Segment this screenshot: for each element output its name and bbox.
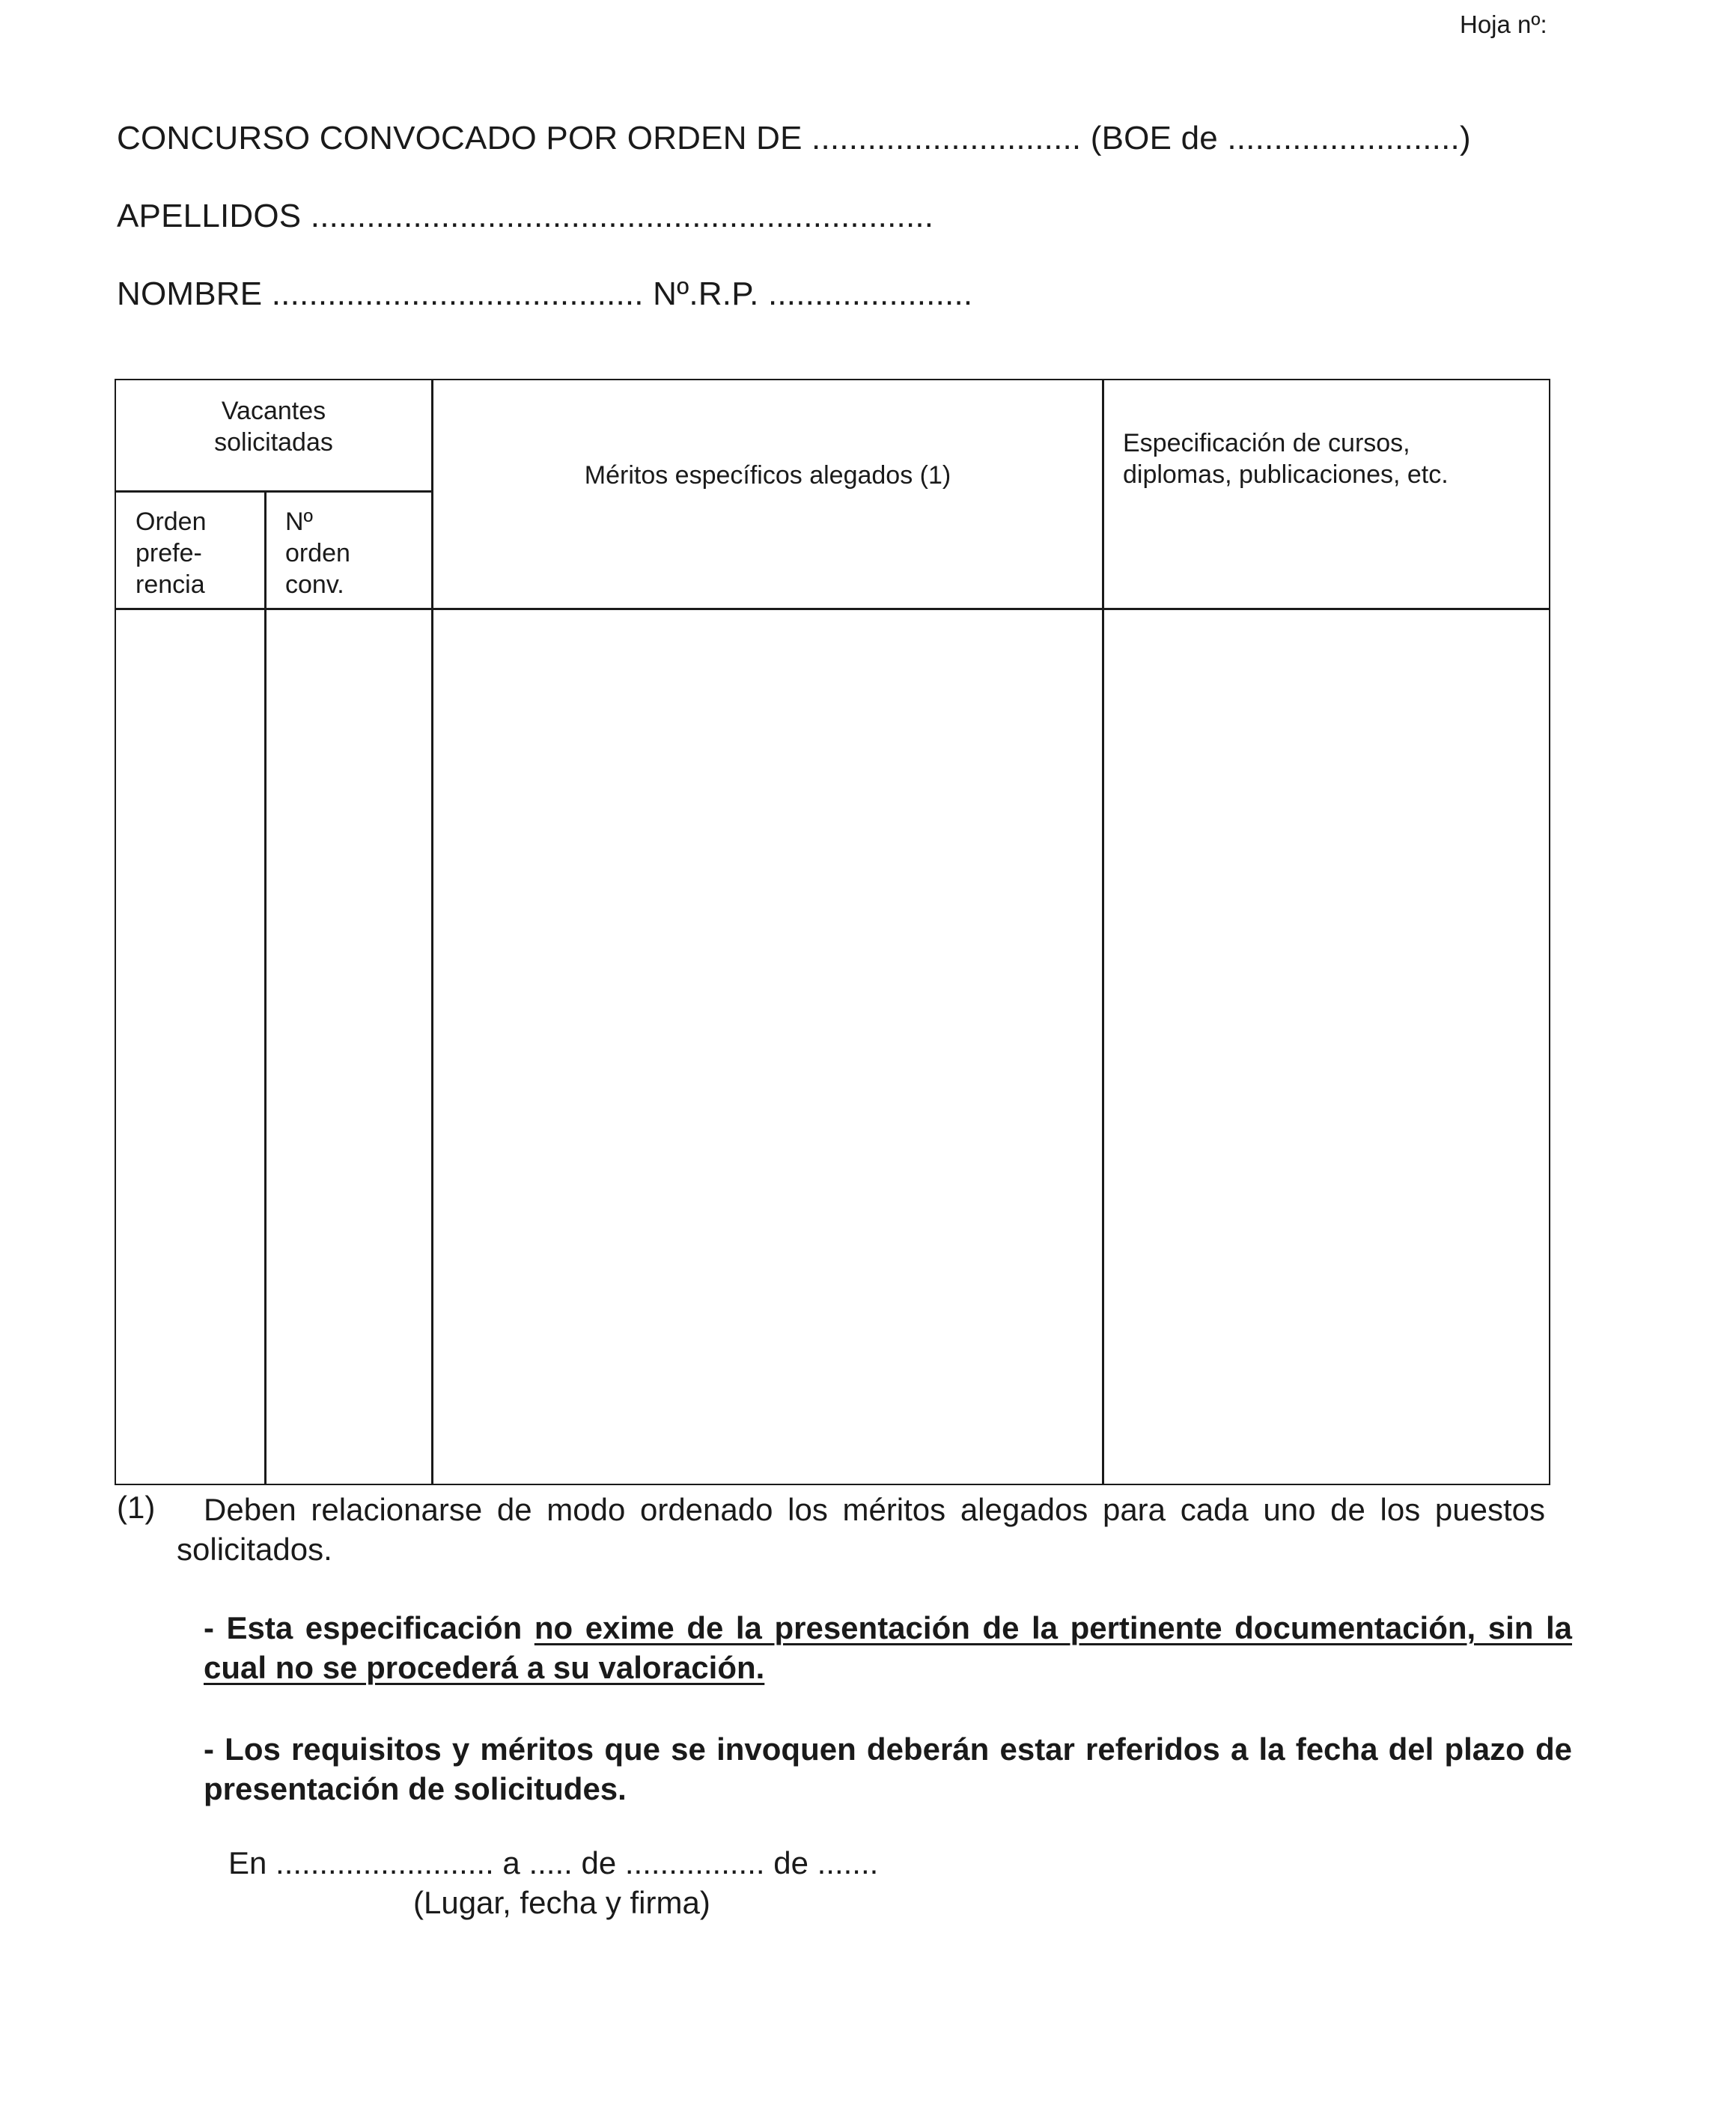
cell-meritos[interactable] [433,610,1102,1485]
table-divider-vacantes [116,490,432,493]
header-vacantes [116,395,431,458]
header-vacantes-line1: Vacantes [221,397,326,425]
apellidos-line: APELLIDOS ................................................................... [117,198,934,234]
header-especificacion-line2: diplomas, publicaciones, etc. [1123,460,1449,489]
header-especificacion-line1: Especificación de cursos, [1123,429,1410,457]
note-documentation [204,1608,1572,1687]
header-meritos: Méritos específicos alegados (1) [584,461,951,490]
merits-table [115,379,1550,1485]
nombre-line: NOMBRE ........................................ Nº.R.P. ...................... [117,275,973,312]
header-num-line1: Nº [285,508,313,536]
note-documentation-lead: - Esta especificación [204,1610,534,1645]
note-documentation-underlined: no exime de la presentación de la pertinente documentación, sin la cual no se procederá a su valoración. [204,1610,1572,1685]
header-num-line3: conv. [285,570,344,599]
place-date-caption: (Lugar, fecha y firma) [413,1885,710,1920]
header-orden-preferencia [135,506,207,600]
header-especificacion [1123,427,1449,490]
cell-numero-orden[interactable] [267,610,431,1485]
cell-especificacion[interactable] [1104,610,1549,1485]
header-orden-line3: rencia [135,570,205,599]
header-num-line2: orden [285,539,350,567]
cell-orden-preferencia[interactable] [116,610,264,1485]
footnote-text: Deben relacionarse de modo ordenado los méritos alegados para cada uno de los puestos solicitados. [177,1492,1545,1567]
header-orden-line1: Orden [135,508,207,536]
concurso-line: CONCURSO CONVOCADO POR ORDEN DE ............................. (BOE de .........................) [117,120,1471,156]
place-date-line: En ......................... a ..... de ................ de ....... [228,1845,879,1880]
header-orden-line2: prefe- [135,539,202,567]
header-numero-orden [285,506,350,600]
header-vacantes-line2: solicitadas [214,428,333,457]
footnote-marker: (1) [117,1490,156,1525]
sheet-number-label: Hoja nº: [1460,10,1547,38]
note-requirements: - Los requisitos y méritos que se invoquen deberán estar referidos a la fecha del plazo de presentación de solicitudes. [204,1731,1572,1806]
